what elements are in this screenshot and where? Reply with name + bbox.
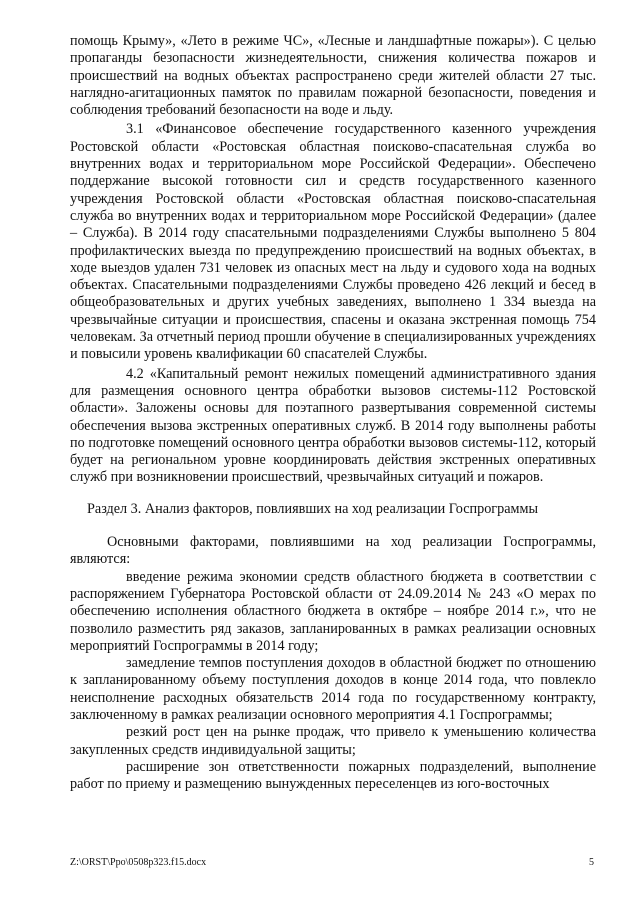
factors-intro: Основными факторами, повлиявшими на ход реализации Госпрограммы, являются: [70,534,596,568]
page-footer [70,857,596,871]
document-page [70,33,596,793]
footer-file-path: Z:\ORST\Ppo\0508p323.f15.docx [70,857,207,868]
paragraph-item-4-2: 4.2 «Капитальный ремонт нежилых помещений административного здания для размещения основного центра обработки вызовов системы-112 Ростовской области». Заложены основы для поэтапного развертывания современной системы обеспечения вызова экстренных оперативных служб. В 2014 году выполнены работы по подготовке помещений основного центра обработки вызовов системы-112, который будет на региональном уровне координировать действия экстренных оперативных служб при возникновении происшествий, чрезвычайных ситуаций и пожаров. [70,365,596,486]
factor-item: резкий рост цен на рынке продаж, что привело к уменьшению количества закупленных средств индивидуальной защиты; [70,724,596,758]
paragraph-item-3-1: 3.1 «Финансовое обеспечение государственного казенного учреждения Ростовской области «Ростовская областная поисково-спасательная служба во внутренних водах и территориальном море Российской Федерации». Обеспечено поддержание высокой готовности сил и средств государственного казенного учреждения Ростовской области «Ростовская областная поисково-спасательная служба во внутренних водах и территориальном море Российской Федерации» (далее – Служба). В 2014 году спасательными подразделениями Службы выполнено 5 804 профилактических выезда по предупреждению происшествий на водных объектах, в ходе выездов удален 731 человек из опасных мест на льду и судового хода на водных объектах. Спасательными подразделениями Службы проведено 426 лекций и бесед в общеобразовательных и других учебных заведениях, выполнено 1 334 выезда на чрезвычайные ситуации и происшествия, спасены и оказана экстренная помощь 754 человекам. За отчетный период прошли обучение в специализированных учреждениях и повысили уровень квалификации 60 спасателей Службы. [70,121,596,363]
factor-item: замедление темпов поступления доходов в областной бюджет по отношению к запланированному объему поступления доходов в конце 2014 года, что повлекло неисполнение расходных обязательств 2014 года по государственному контракту, заключенному в рамках реализации основного мероприятия 4.1 Госпрограммы; [70,655,596,723]
factor-item: расширение зон ответственности пожарных подразделений, выполнение работ по приему и размещению вынужденных переселенцев из юго-восточных [70,758,596,793]
paragraph-continuation: помощь Крыму», «Лето в режиме ЧС», «Лесные и ландшафтные пожары»). С целью пропаганды безопасности жизнедеятельности, снижения количества пожаров и происшествий на водных объектах распространено среди жителей области 27 тыс. наглядно-агитационных памяток по правилам пожарной безопасности, поведения и соблюдения требований безопасности на воде и льду. [70,33,596,119]
section-heading: Раздел 3. Анализ факторов, повлиявших на ход реализации Госпрограммы [87,500,538,517]
factor-item: введение режима экономии средств областного бюджета в соответствии с распоряжением Губернатора Ростовской области от 24.09.2014 № 243 «О мерах по обеспечению исполнения областного бюджета в октябре – ноябре 2014 г.», что не позволило разместить ряд заказов, запланированных в рамках реализации основных мероприятий Госпрограммы в 2014 году; [70,568,596,654]
page-number: 5 [589,857,594,868]
